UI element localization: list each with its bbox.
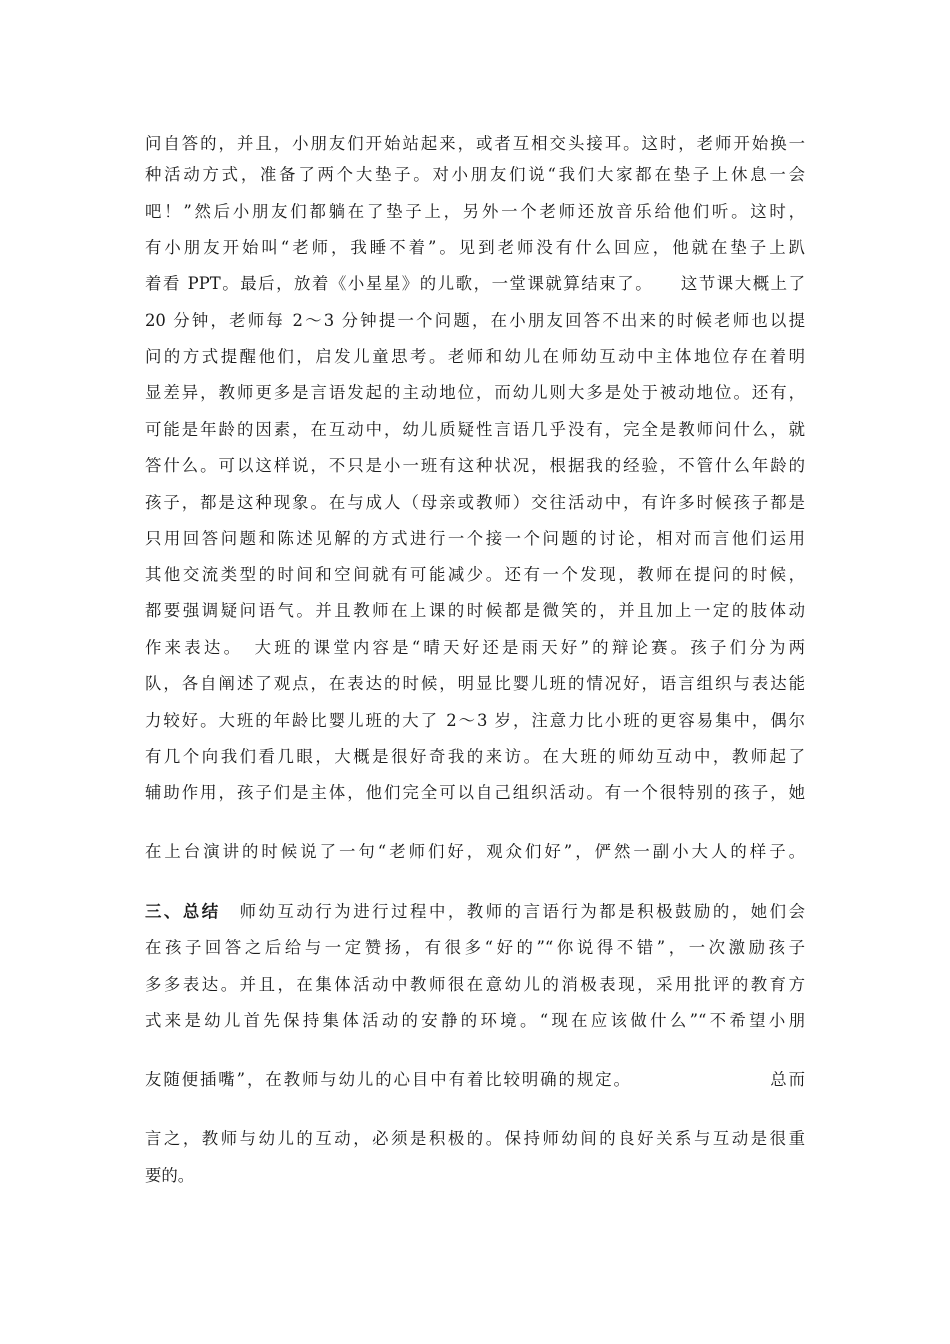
- paragraph-line: 作来表达。 大班的课堂内容是“晴天好还是雨天好”的辩论赛。孩子们分为两: [145, 638, 805, 657]
- paragraph-line: 有小朋友开始叫“老师，我睡不着”。见到老师没有什么回应，他就在垫子上趴: [145, 238, 805, 257]
- paragraph-line: 有几个向我们看几眼，大概是很好奇我的来访。在大班的师幼互动中，教师起了: [145, 747, 805, 766]
- summary-line: 在孩子回答之后给与一定赞扬，有很多“好的”“你说得不错”，一次激励孩子: [145, 938, 805, 957]
- paragraph-line: 种活动方式，准备了两个大垫子。对小朋友们说“我们大家都在垫子上休息一会: [145, 165, 805, 184]
- paragraph-line: 答什么。可以这样说，不只是小一班有这种状况，根据我的经验，不管什么年龄的: [145, 456, 805, 475]
- paragraph-line: 孩子，都是这种现象。在与成人（母亲或教师）交往活动中，有许多时候孩子都是: [145, 493, 805, 512]
- paragraph-line: 20 分钟，老师每 2～3 分钟提一个问题，在小朋友回答不出来的时候老师也以提: [145, 311, 805, 330]
- paragraph-line: 力较好。大班的年龄比婴儿班的大了 2～3 岁，注意力比小班的更容易集中，偶尔: [145, 711, 805, 730]
- paragraph-line: 都要强调疑问语气。并且教师在上课的时候都是微笑的，并且加上一定的肢体动: [145, 601, 805, 620]
- paragraph-line: 其他交流类型的时间和空间就有可能减少。还有一个发现，教师在提问的时候，: [145, 565, 805, 584]
- summary-line: 言之，教师与幼儿的互动，必须是积极的。保持师幼间的良好关系与互动是很重: [145, 1129, 805, 1148]
- summary-first-text: 师幼互动行为进行过程中，教师的言语行为都是积极鼓励的，她们会: [220, 902, 805, 921]
- summary-line: 多多表达。并且，在集体活动中教师很在意幼儿的消极表现，采用批评的教育方: [145, 975, 805, 994]
- paragraph-line: 吧！”然后小朋友们都躺在了垫子上，另外一个老师还放音乐给他们听。这时，: [145, 202, 805, 221]
- summary-line: 式来是幼儿首先保持集体活动的安静的环境。“现在应该做什么”“不希望小朋: [145, 1011, 805, 1030]
- paragraph-line: 在上台演讲的时候说了一句“老师们好，观众们好”，俨然一副小大人的样子。: [145, 842, 805, 861]
- paragraph-line: 着看 PPT。最后，放着《小星星》的儿歌，一堂课就算结束了。 这节课大概上了: [145, 274, 805, 293]
- paragraph-line: 辅助作用，孩子们是主体，他们完全可以自己组织活动。有一个很特别的孩子，她: [145, 783, 805, 802]
- paragraph-line: 只用回答问题和陈述见解的方式进行一个接一个问题的讨论，相对而言他们运用: [145, 529, 805, 548]
- paragraph-line: 队，各自阐述了观点，在表达的时候，明显比婴儿班的情况好，语言组织与表达能: [145, 674, 805, 693]
- paragraph-line: 问的方式提醒他们，启发儿童思考。老师和幼儿在师幼互动中主体地位存在着明: [145, 347, 805, 366]
- summary-line: 友随便插嘴”，在教师与幼儿的心目中有着比较明确的规定。 总而: [145, 1070, 805, 1089]
- summary-first-line: [145, 900, 805, 924]
- paragraph-line: 问自答的，并且，小朋友们开始站起来，或者互相交头接耳。这时，老师开始换一: [145, 134, 805, 153]
- summary-heading: 三、总结: [145, 902, 221, 921]
- paragraph-line: 显差异，教师更多是言语发起的主动地位，而幼儿则大多是处于被动地位。还有，: [145, 383, 805, 402]
- summary-line: 要的。: [145, 1166, 195, 1185]
- paragraph-line: 可能是年龄的因素，在互动中，幼儿质疑性言语几乎没有，完全是教师问什么，就: [145, 420, 805, 439]
